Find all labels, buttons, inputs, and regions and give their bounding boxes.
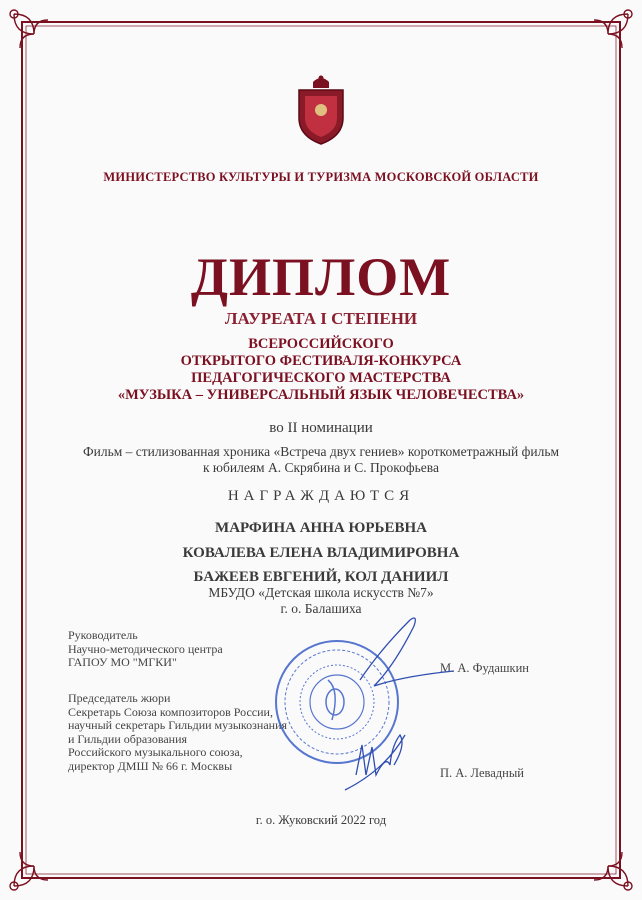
position-line: Секретарь Союза композиторов России, — [68, 704, 273, 719]
position-line: научный секретарь Гильдии музыкознания — [68, 718, 288, 732]
nomination: во II номинации — [269, 420, 373, 436]
festival-name — [0, 336, 642, 404]
position-line: Научно-методического центра — [68, 641, 223, 656]
signatory-2-name: П. А. Левадный — [440, 766, 524, 780]
awarded-heading: НАГРАЖДАЮТСЯ — [227, 488, 415, 504]
festival-line: ВСЕРОССИЙСКОГО — [248, 336, 394, 352]
awardee-name: МАРФИНА АННА ЮРЬЕВНА — [215, 520, 427, 536]
organization-city: г. о. Балашиха — [280, 601, 362, 616]
position-line: директор ДМШ № 66 г. Москвы — [68, 758, 233, 773]
awardee-name: КОВАЛЕВА ЕЛЕНА ВЛАДИМИРОВНА — [182, 544, 460, 561]
footer-place-year: г. о. Жуковский 2022 год — [255, 813, 387, 827]
laureate-degree: ЛАУРЕАТА I СТЕПЕНИ — [224, 309, 418, 328]
diploma-title: ДИПЛОМ — [190, 247, 452, 307]
organization-name: МБУДО «Детская школа искусств №7» — [208, 585, 434, 600]
coat-of-arms-icon — [299, 76, 343, 145]
corner-ornament-icon — [594, 852, 632, 890]
signatory-2-position — [68, 692, 287, 773]
position-line: Председатель жюри — [68, 691, 171, 705]
work-description — [0, 444, 642, 476]
corner-ornament-icon — [10, 852, 48, 890]
festival-line: ПЕДАГОГИЧЕСКОГО МАСТЕРСТВА — [191, 370, 451, 386]
signatory-1-name: М. А. Фудашкин — [440, 661, 529, 675]
festival-line: ОТКРЫТОГО ФЕСТИВАЛЯ-КОНКУРСА — [180, 353, 462, 369]
awardee-names — [0, 516, 642, 590]
ministry-name: МИНИСТЕРСТВО КУЛЬТУРЫ И ТУРИЗМА МОСКОВСКОЙ ОБЛАСТИ — [103, 170, 539, 184]
position-line: ГАПОУ МО "МГКИ" — [68, 655, 177, 669]
corner-ornament-icon — [594, 10, 632, 48]
festival-line: «МУЗЫКА – УНИВЕРСАЛЬНЫЙ ЯЗЫК ЧЕЛОВЕЧЕСТВА» — [117, 387, 525, 403]
awardee-name: БАЖЕЕВ ЕВГЕНИЙ, КОЛ ДАНИИЛ — [193, 569, 449, 585]
position-line: Российского музыкального союза, — [68, 745, 243, 759]
work-line: к юбилеям А. Скрябина и С. Прокофьева — [203, 460, 439, 475]
position-line: и Гильдии образования — [68, 731, 188, 746]
corner-ornament-icon — [10, 10, 48, 48]
signatory-1-position — [68, 629, 223, 670]
work-line: Фильм – стилизованная хроника «Встреча двух гениев» короткометражный фильм — [82, 444, 560, 459]
organization — [0, 585, 642, 617]
position-line: Руководитель — [68, 628, 138, 642]
